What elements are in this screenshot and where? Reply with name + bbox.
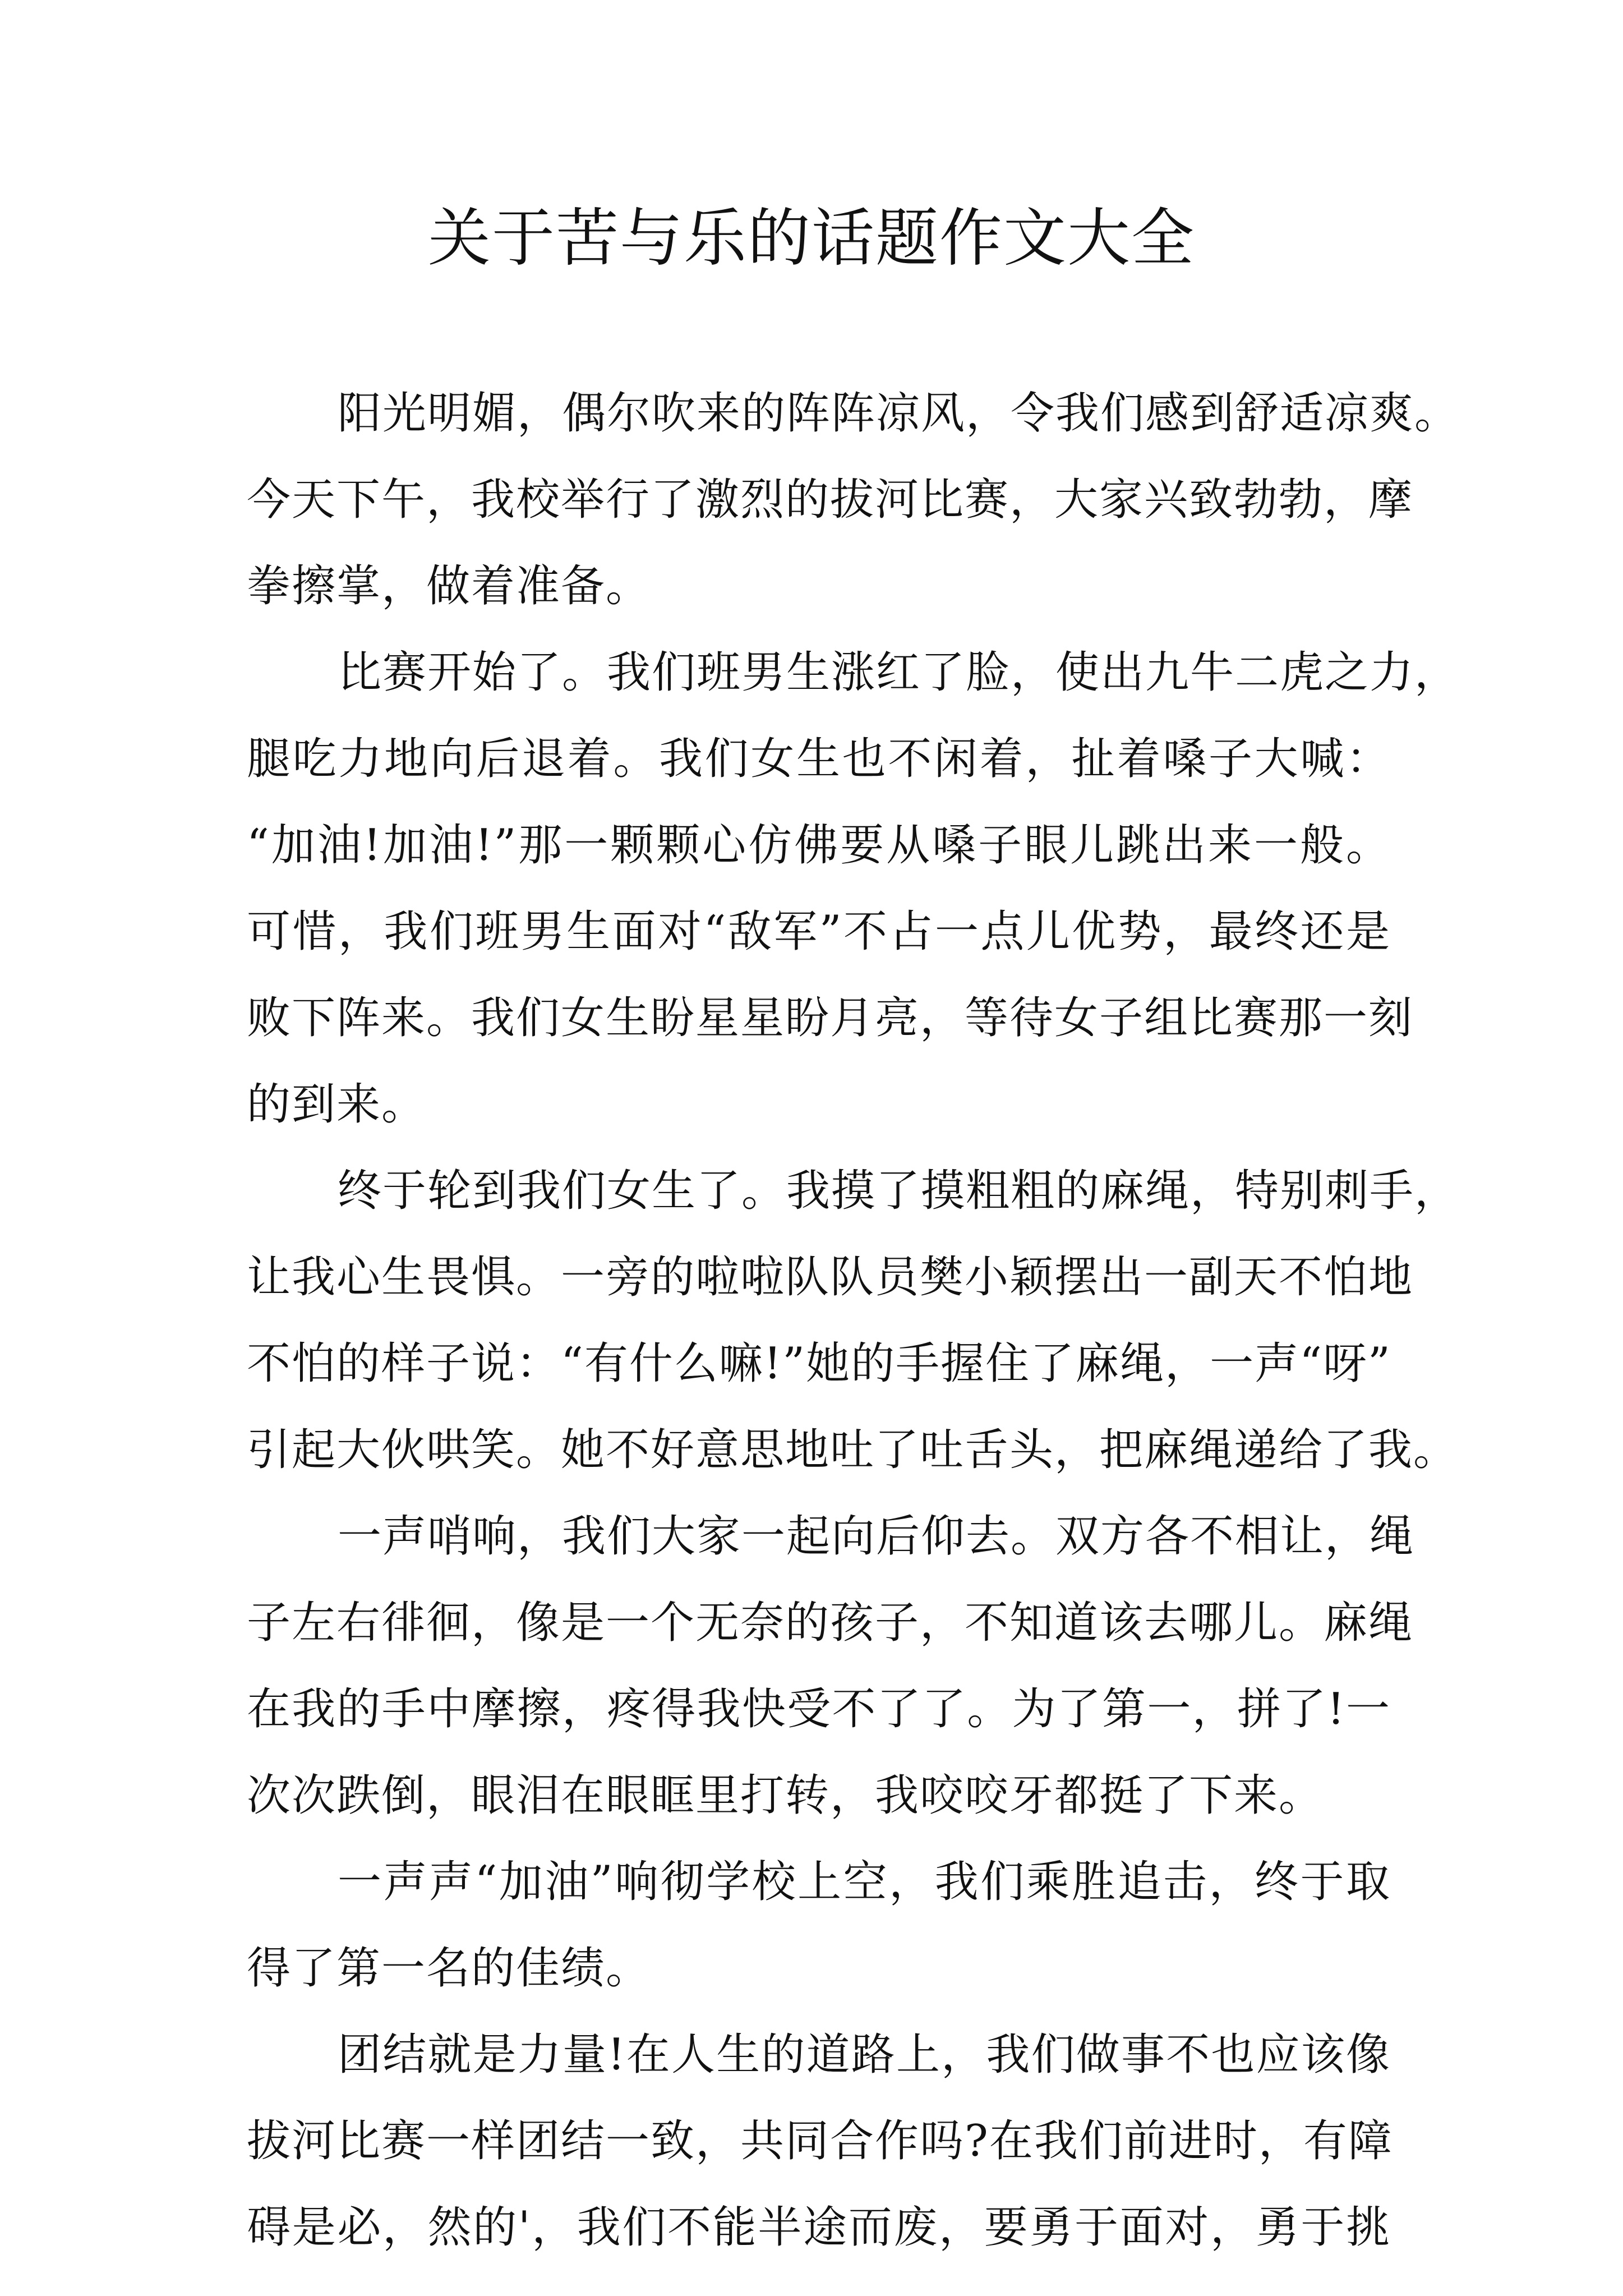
paragraph-line: 拔河比赛一样团结一致，共同合作吗?在我们前进时，有障 [247,2116,1393,2166]
paragraph-line: “加油!加油!”那一颗颗心仿佛要从嗓子眼儿跳出来一般。 [247,820,1391,871]
paragraph-line: 不怕的样子说：“有什么嘛!”她的手握住了麻绳，一声“呀” [247,1338,1391,1389]
paragraph-line: 一声哨响，我们大家一起向后仰去。双方各不相让，绳 [338,1511,1415,1562]
paragraph-line: 得了第一名的佳绩。 [247,1943,651,1994]
paragraph-line: 比赛开始了。我们班男生涨红了脸，使出九牛二虎之力， [338,647,1460,698]
paragraph-line: 败下阵来。我们女生盼星星盼月亮，等待女子组比赛那一刻 [247,993,1414,1043]
paragraph-line: 今天下午，我校举行了激烈的拔河比赛，大家兴致勃勃，摩 [247,475,1414,525]
paragraph-line: 阳光明媚，偶尔吹来的阵阵凉风，令我们感到舒适凉爽。 [338,388,1460,439]
document-body [247,370,1460,2271]
paragraph-line: 终于轮到我们女生了。我摸了摸粗粗的麻绳，特别刺手， [338,1166,1460,1216]
paragraph-line: 可惜，我们班男生面对“敌军”不占一点儿优势，最终还是 [247,907,1391,957]
paragraph-line: 一声声“加油”响彻学校上空，我们乘胜追击，终于取 [338,1857,1391,1907]
paragraph-line: 团结就是力量!在人生的道路上，我们做事不也应该像 [338,2030,1391,2080]
paragraph-line: 让我心生畏惧。一旁的啦啦队队员樊小颖摆出一副天不怕地 [247,1252,1414,1303]
paragraph-line: 引起大伙哄笑。她不好意思地吐了吐舌头，把麻绳递给了我。 [247,1425,1459,1475]
paragraph-line: 子左右徘徊，像是一个无奈的孩子，不知道该去哪儿。麻绳 [247,1598,1414,1648]
paragraph-line: 在我的手中摩擦，疼得我快受不了了。为了第一，拼了!一 [247,1684,1391,1734]
paragraph-line: 腿吃力地向后退着。我们女生也不闲着，扯着嗓子大喊： [247,734,1391,784]
document-title: 关于苦与乐的话题作文大全 [428,202,1195,275]
paragraph-line: 的到来。 [247,1079,427,1130]
paragraph-line: 碍是必，然的'，我们不能半途而废，要勇于面对，勇于挑 [247,2202,1391,2253]
paragraph-line: 拳擦掌，做着准备。 [247,561,651,611]
paragraph-line: 次次跌倒，眼泪在眼眶里打转，我咬咬牙都挺了下来。 [247,1770,1324,1821]
